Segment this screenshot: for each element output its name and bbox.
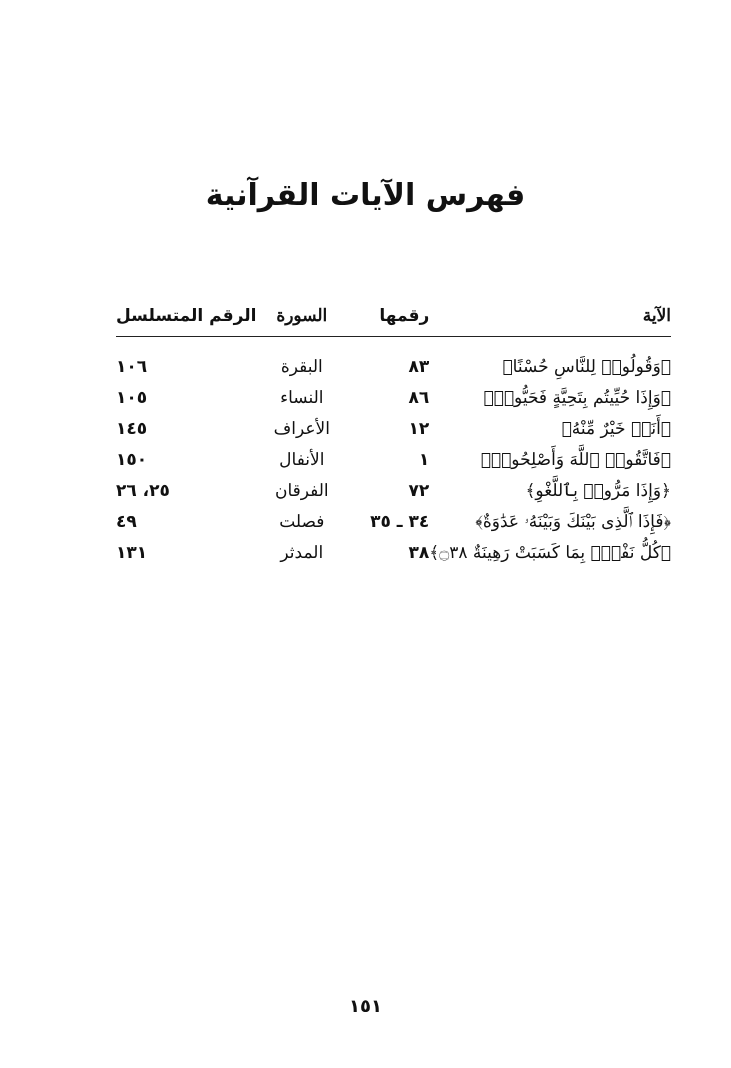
ayah-text: ﴿وَإِذَا حُيِّيتُم بِتَحِيَّةٍ فَحَيُّوا۟﴾	[483, 387, 671, 408]
ayah-number: ١	[418, 449, 430, 470]
table-row	[116, 537, 671, 568]
surah-name: الفرقان	[274, 480, 329, 501]
page-number: ١٥١	[349, 996, 382, 1017]
surah-name: البقرة	[280, 356, 323, 377]
serial-number: ٤٩	[116, 511, 137, 532]
surah-name: الأعراف	[273, 418, 330, 439]
table-row	[116, 337, 671, 383]
header-serial: الرقم المتسلسل	[116, 298, 256, 337]
ayah-text: ﴿وَإِذَا مَرُّوا۟ بِٱللَّغْوِ﴾	[525, 481, 671, 501]
ayah-text: ﴿فَإِذَا ٱلَّذِى بَيْنَكَ وَبَيْنَهُۥ عَدَٰوَةٌ﴾	[475, 511, 671, 532]
surah-name: النساء	[280, 387, 324, 408]
table-row	[116, 506, 671, 537]
ayah-text: ﴿كُلُّ نَفْسٍۭ بِمَا كَسَبَتْ رَهِينَةٌ ۝٣٨﴾	[429, 543, 671, 563]
table-body	[116, 337, 671, 569]
header-surah: السورة	[256, 298, 347, 337]
ayah-number: ٣٤ ـ ٣٥	[370, 511, 430, 532]
ayah-text: ﴿فَاتَّقُوا۟ ٱللَّهَ وَأَصْلِحُوا۟﴾	[480, 449, 671, 470]
surah-name: الأنفال	[279, 449, 325, 470]
serial-number: ١٥٠	[116, 449, 148, 470]
surah-name: فصلت	[279, 511, 325, 532]
ayah-number: ٧٢	[408, 480, 430, 501]
ayah-number: ٣٨	[408, 542, 430, 563]
table-row	[116, 382, 671, 413]
surah-name: المدثر	[280, 542, 324, 563]
serial-number: ١٤٥	[116, 418, 148, 439]
ayah-number: ٨٦	[408, 387, 430, 408]
serial-number: ٢٥، ٢٦	[116, 480, 170, 501]
header-row	[116, 298, 671, 337]
ayah-text: ﴿وَقُولُوا۟ لِلنَّاسِ حُسْنًا﴾	[502, 356, 671, 377]
header-ayah: الآية	[429, 298, 671, 337]
ayah-number: ٨٣	[408, 356, 430, 377]
table-row	[116, 413, 671, 444]
ayah-index-table	[116, 298, 671, 568]
page-title: فهرس الآيات القرآنية	[205, 178, 526, 213]
table-row	[116, 475, 671, 506]
serial-number: ١٣١	[116, 542, 148, 563]
table-row	[116, 444, 671, 475]
serial-number: ١٠٦	[116, 356, 148, 377]
header-number: رقمها	[347, 298, 429, 337]
ayah-number: ١٢	[408, 418, 430, 439]
ayah-text: ﴿أَنَا۠ خَيْرٌ مِّنْهُ﴾	[561, 418, 671, 439]
serial-number: ١٠٥	[116, 387, 148, 408]
table-header	[116, 298, 671, 337]
